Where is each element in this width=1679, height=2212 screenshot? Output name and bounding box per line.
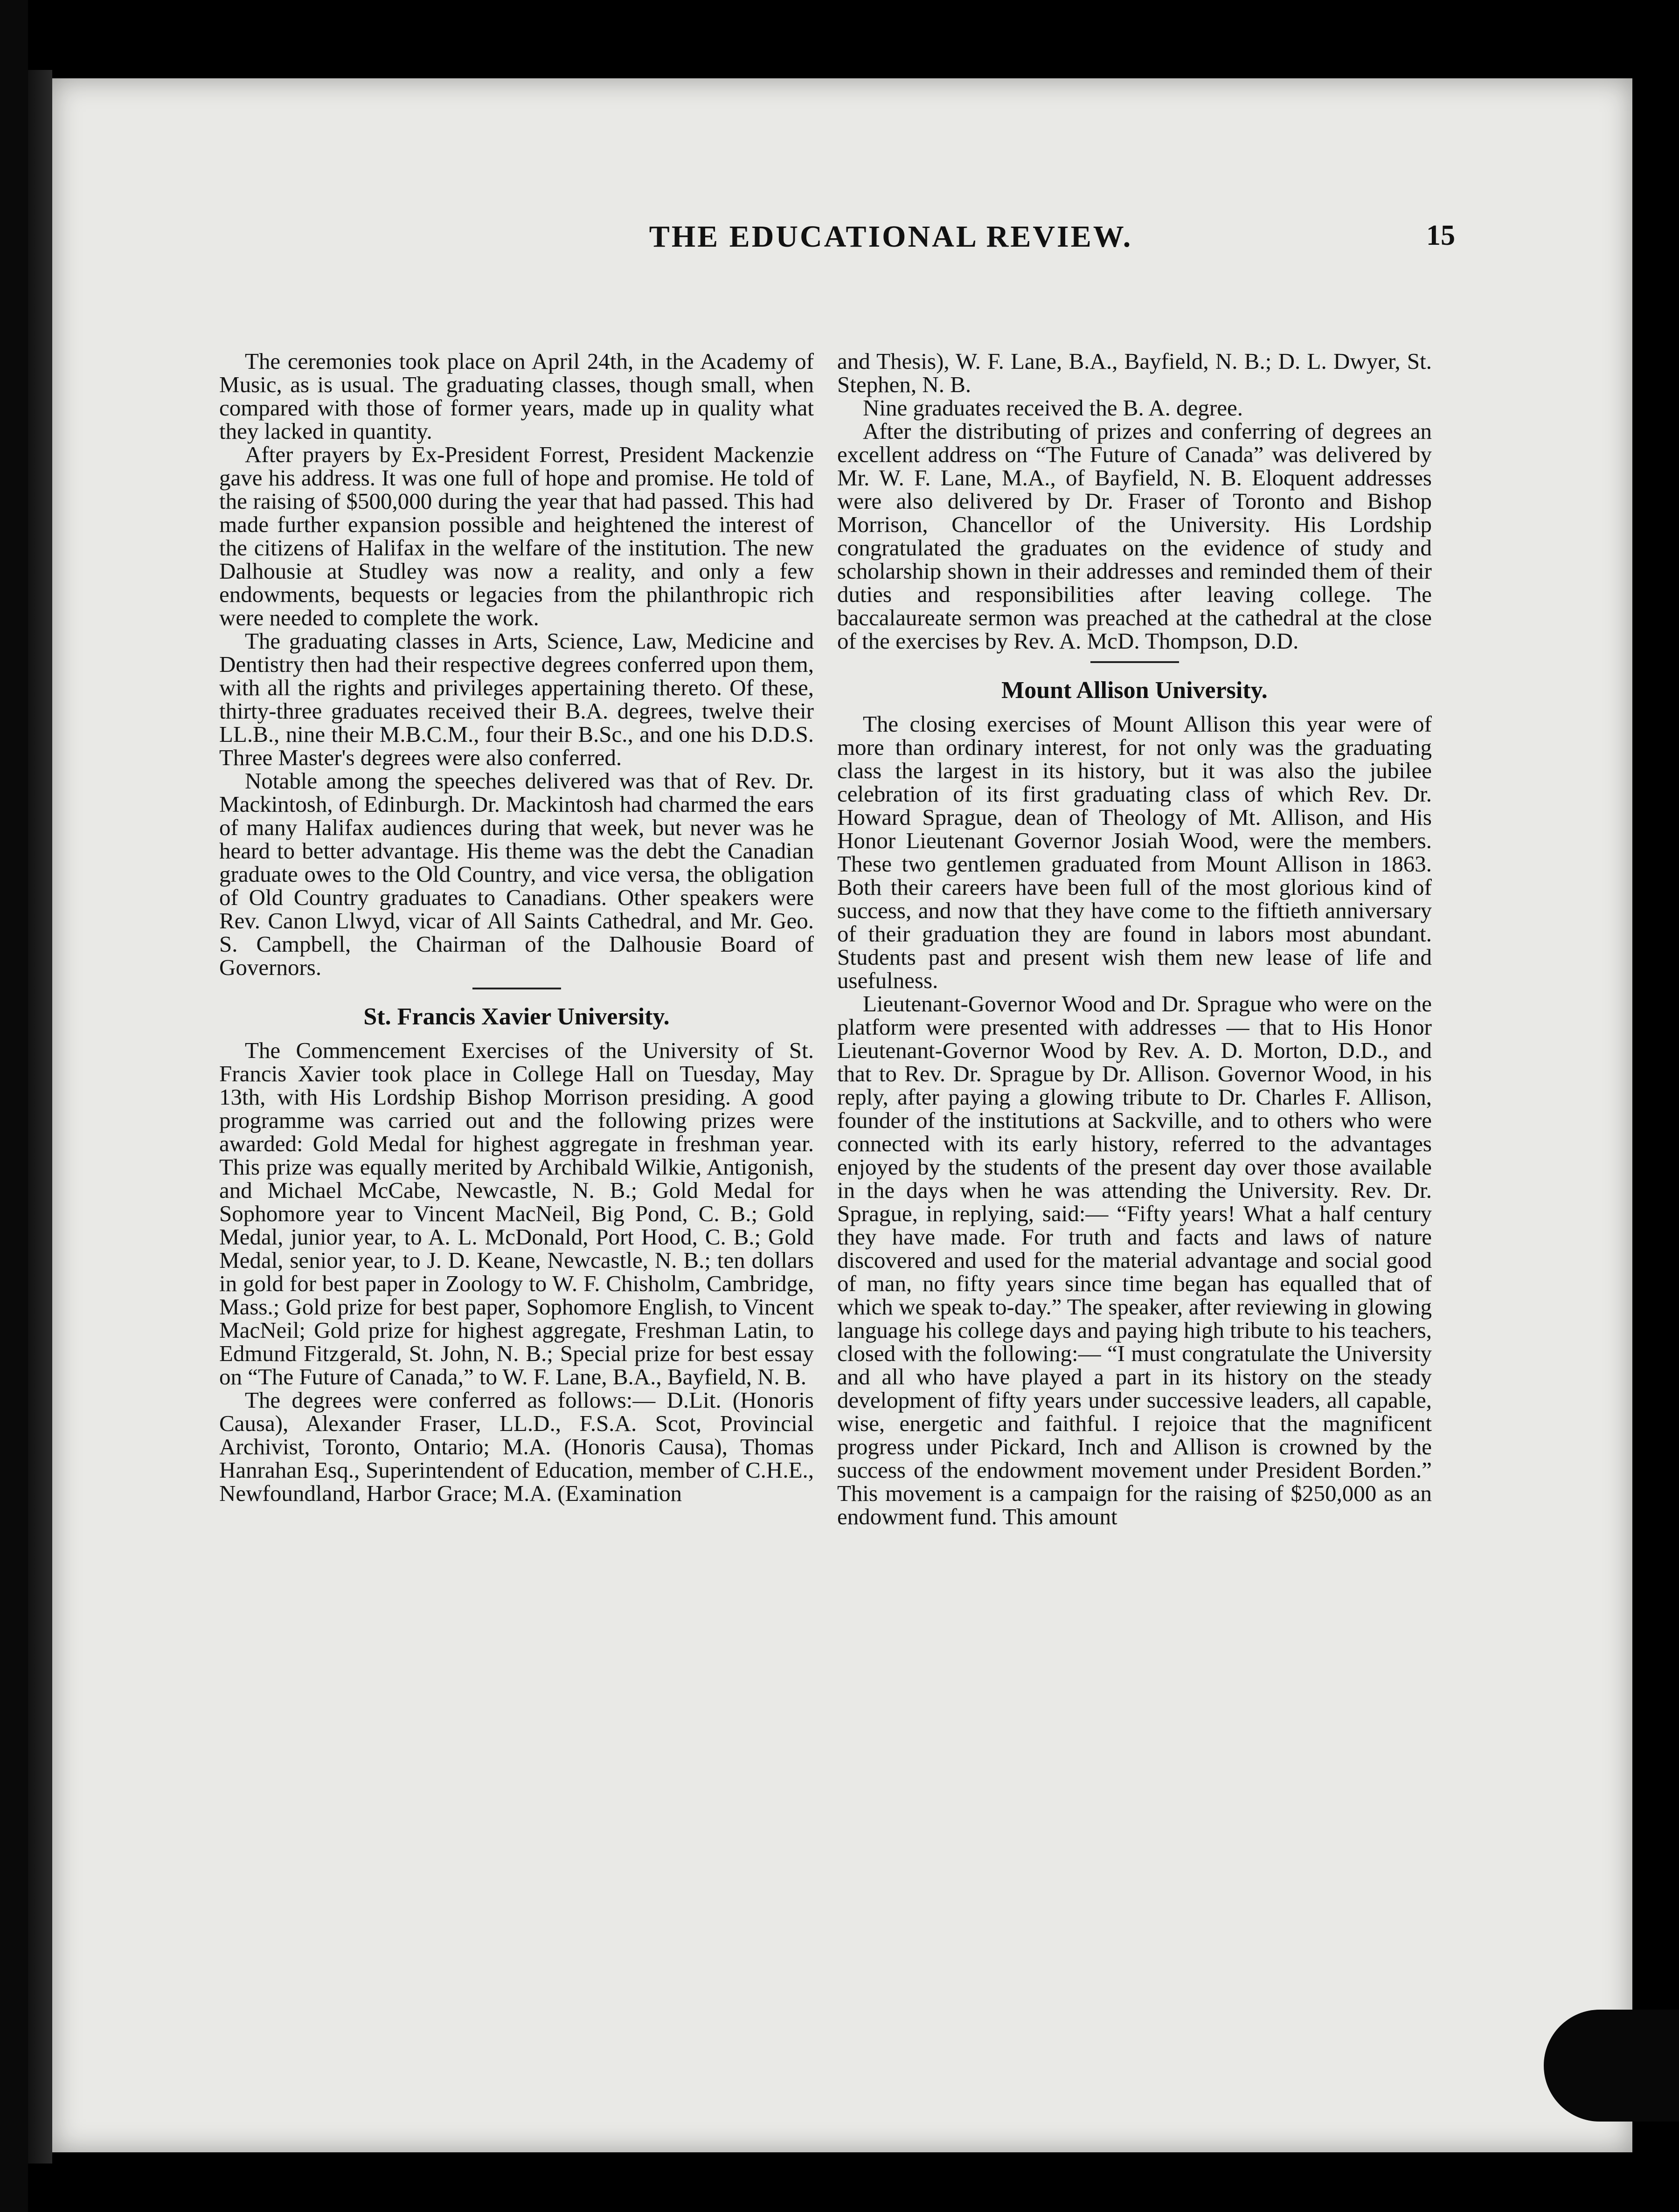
paragraph: and Thesis), W. F. Lane, B.A., Bayfield, N. B.; D. L. Dwyer, St. Stephen, N. B.: [837, 348, 1432, 397]
section-heading-st-francis-xavier: St. Francis Xavier University.: [363, 1003, 670, 1030]
section-divider: [1090, 661, 1179, 663]
film-border: [0, 0, 28, 2212]
paragraph: After the distributing of prizes and conferring of degrees an excellent address on “The Future of Canada” was delivered by Mr. W. F. Lane, M.A., of Bayfield, N. B. Eloquent addresses were also delivered by Dr. Fraser of Toronto and Bishop Morrison, Chancellor of the University. His Lordship congratulated the graduates on the evidence of study and scholarship shown in their addresses and reminded them of their duties and responsibilities after leaving college. The baccalaureate sermon was preached at the cathedral at the close of the exercises by Rev. A. McD. Thompson, D.D.: [837, 418, 1432, 654]
paragraph: The Commencement Exercises of the University of St. Francis Xavier took place in College Hall on Tuesday, May 13th, with His Lordship Bishop Morrison presiding. A good programme was carried out and the following prizes were awarded: Gold Medal for highest aggregate in freshman year. This prize was equally merited by Archibald Wilkie, Antigonish, and Michael McCabe, Newcastle, N. B.; Gold Medal for Sophomore year to Vincent MacNeil, Big Pond, C. B.; Gold Medal, junior year, to A. L. McDonald, Port Hood, C. B.; Gold Medal, senior year, to J. D. Keane, Newcastle, N. B.; ten dollars in gold for best paper in Zoology to W. F. Chisholm, Cambridge, Mass.; Gold prize for best paper, Sophomore English, to Vincent MacNeil; Gold prize for highest aggregate, Freshman Latin, to Edmund Fitzgerald, St. John, N. B.; Special prize for best essay on “The Future of Canada,” to W. F. Lane, B.A., Bayfield, N. B.: [219, 1037, 814, 1389]
paragraph: Notable among the speeches delivered was that of Rev. Dr. Mackintosh, of Edinburgh. Dr. Mackintosh had charmed the ears of many Halifax audiences during that week, but never was he heard to better advantage. His theme was the debt the Canadian graduate owes to the Old Country, and vice versa, the obligation of Old Country graduates to Canadians. Other speakers were Rev. Canon Llwyd, vicar of All Saints Cathedral, and Mr. Geo. S. Campbell, the Chairman of the Dalhousie Board of Governors.: [219, 768, 814, 980]
paragraph: The graduating classes in Arts, Science, Law, Medicine and Dentistry then had their respective degrees conferred upon them, with all the rights and privileges appertaining thereto. Of these, thirty-three graduates received their B.A. degrees, twelve their LL.B., nine their M.B.C.M., four their B.Sc., and one his D.D.S. Three Master's degrees were also conferred.: [219, 628, 814, 770]
page-edge-shadow: [28, 70, 52, 2164]
paragraph: The ceremonies took place on April 24th, in the Academy of Music, as is usual. The graduating classes, though small, when compared with those of former years, made up in quality what they lacked in quantity.: [219, 348, 814, 444]
section-heading-mount-allison: Mount Allison University.: [1001, 677, 1268, 704]
left-column: [219, 350, 814, 1505]
paragraph: The closing exercises of Mount Allison this year were of more than ordinary interest, for not only was the graduating class the largest in its history, but it was also the jubilee celebration of its first graduating class of which Rev. Dr. Howard Sprague, dean of Theology of Mt. Allison, and His Honor Lieutenant Governor Josiah Wood, were the members. These two gentlemen graduated from Mount Allison in 1863. Both their careers have been full of the most glorious kind of success, and now that they have come to the fiftieth anniversary of their graduation they are found in labors most abundant. Students past and present wish them new lease of life and usefulness.: [837, 711, 1432, 993]
section-divider: [472, 988, 561, 989]
paragraph: After prayers by Ex-President Forrest, President Mackenzie gave his address. It was one full of hope and promise. He told of the raising of $500,000 during the year that had passed. This had made further expansion possible and heightened the interest of the citizens of Halifax in the welfare of the institution. The new Dalhousie at Studley was now a reality, and only a few endowments, bequests or legacies from the philanthropic rich were needed to complete the work.: [219, 442, 814, 630]
right-column: [837, 350, 1432, 1528]
running-head-title: THE EDUCATIONAL REVIEW.: [649, 220, 1133, 254]
page-number: 15: [1426, 220, 1455, 251]
paragraph: Nine graduates received the B. A. degree.: [863, 395, 1243, 421]
binding-hole: [1544, 2010, 1679, 2122]
paragraph: The degrees were conferred as follows:— D.Lit. (Honoris Causa), Alexander Fraser, LL.D., F.S.A. Scot, Provincial Archivist, Toronto, Ontario; M.A. (Honoris Causa), Thomas Hanrahan Esq., Superintendent of Education, member of C.H.E., Newfoundland, Harbor Grace; M.A. (Examination: [219, 1387, 814, 1506]
paragraph: Lieutenant-Governor Wood and Dr. Sprague who were on the platform were presented with addresses — that to His Honor Lieutenant-Governor Wood by Rev. A. D. Morton, D.D., and that to Rev. Dr. Sprague by Dr. Allison. Governor Wood, in his reply, after paying a glowing tribute to Dr. Charles F. Allison, founder of the institutions at Sackville, and to others who were connected with its early history, referred to the advantages enjoyed by the students of the present day over those available in the days when he was attending the University. Rev. Dr. Sprague, in replying, said:— “Fifty years! What a half century they have made. For truth and facts and laws of nature discovered and used for the material advantage and social good of man, no fifty years since time began has equalled that of which we speak to-day.” The speaker, after reviewing in glowing language his college days and paying high tribute to his teachers, closed with the following:— “I must congratulate the University and all who have played a part in its history on the steady development of fifty years under successive leaders, all capable, wise, energetic and faithful. I rejoice that the magnificent progress under Pickard, Inch and Allison is crowned by the success of the endowment movement under President Borden.” This movement is a campaign for the raising of $250,000 as an endowment fund. This amount: [837, 991, 1432, 1529]
